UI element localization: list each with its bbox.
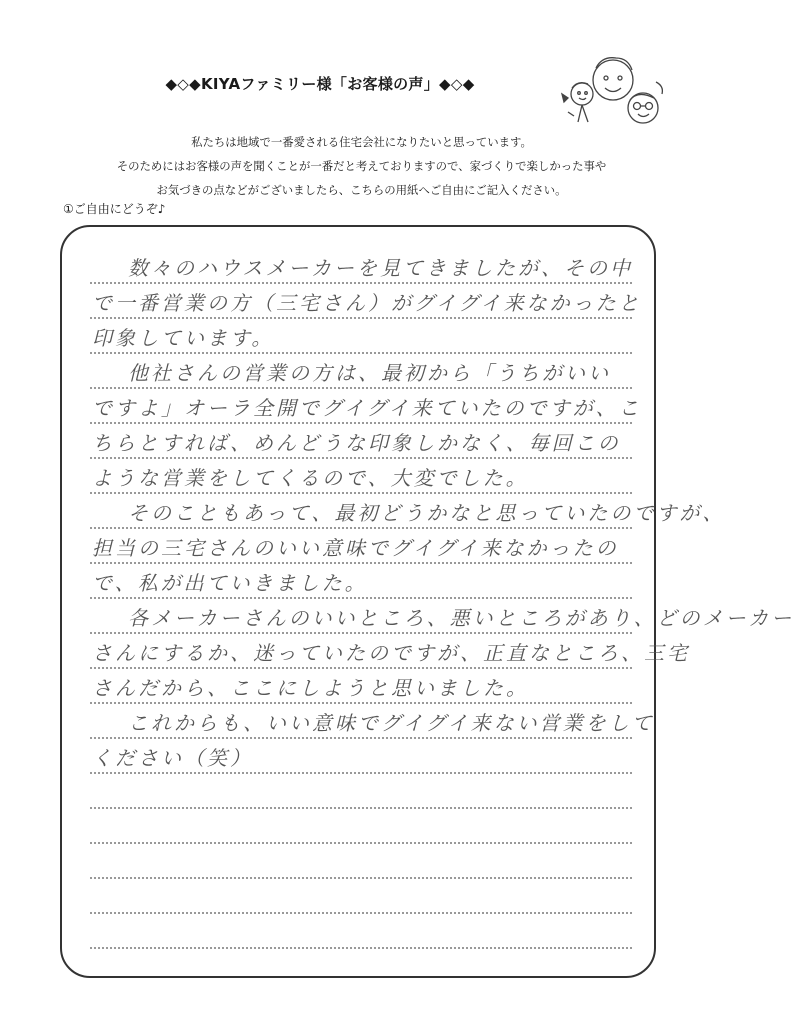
handwriting-line: ですよ」オーラ全開でグイグイ来ていたのですが、こ — [92, 396, 642, 420]
handwriting-line: ください（笑） — [92, 746, 253, 770]
handwriting-line: 印象しています。 — [92, 326, 275, 350]
page-title: ◆◇◆KIYAファミリー様「お客様の声」◆◇◆ — [165, 75, 475, 93]
handwriting-line: これからも、いい意味でグイグイ来ない営業をして — [128, 711, 655, 735]
handwriting-line: ような営業をしてくるので、大変でした。 — [92, 466, 529, 490]
question-prompt: ①ご自由にどうぞ♪ — [63, 202, 166, 216]
handwriting-line: で一番営業の方（三宅さん）がグイグイ来なかったと — [92, 291, 642, 315]
handwriting-line: 各メーカーさんのいいところ、悪いところがあり、どのメーカー — [128, 606, 794, 630]
handwriting-line: ちらとすれば、めんどうな印象しかなく、毎回この — [92, 431, 621, 455]
handwriting-line: 数々のハウスメーカーを見てきましたが、その中 — [128, 256, 633, 280]
intro-line-1: 私たちは地域で一番愛される住宅会社になりたいと思っています。 — [191, 135, 532, 149]
handwriting-line: で、私が出ていきました。 — [92, 571, 368, 595]
handwriting-line: さんにするか、迷っていたのですが、正直なところ、三宅 — [92, 641, 690, 665]
handwriting-line: そのこともあって、最初どうかなと思っていたのですが、 — [128, 501, 726, 525]
handwriting-line: 担当の三宅さんのいい意味でグイグイ来なかったの — [92, 536, 619, 560]
intro-line-3: お気づきの点などがございましたら、こちらの用紙へご自由にご記入ください。 — [156, 183, 567, 197]
family-illustration — [558, 42, 668, 137]
intro-line-2: そのためにはお客様の声を聞くことが一番だと考えておりますので、家づくりで楽しかった事や — [116, 159, 607, 173]
handwriting-line: 他社さんの営業の方は、最初から「うちがいい — [128, 361, 611, 385]
handwriting-line: さんだから、ここにしようと思いました。 — [92, 676, 529, 700]
intro-text — [0, 130, 723, 202]
